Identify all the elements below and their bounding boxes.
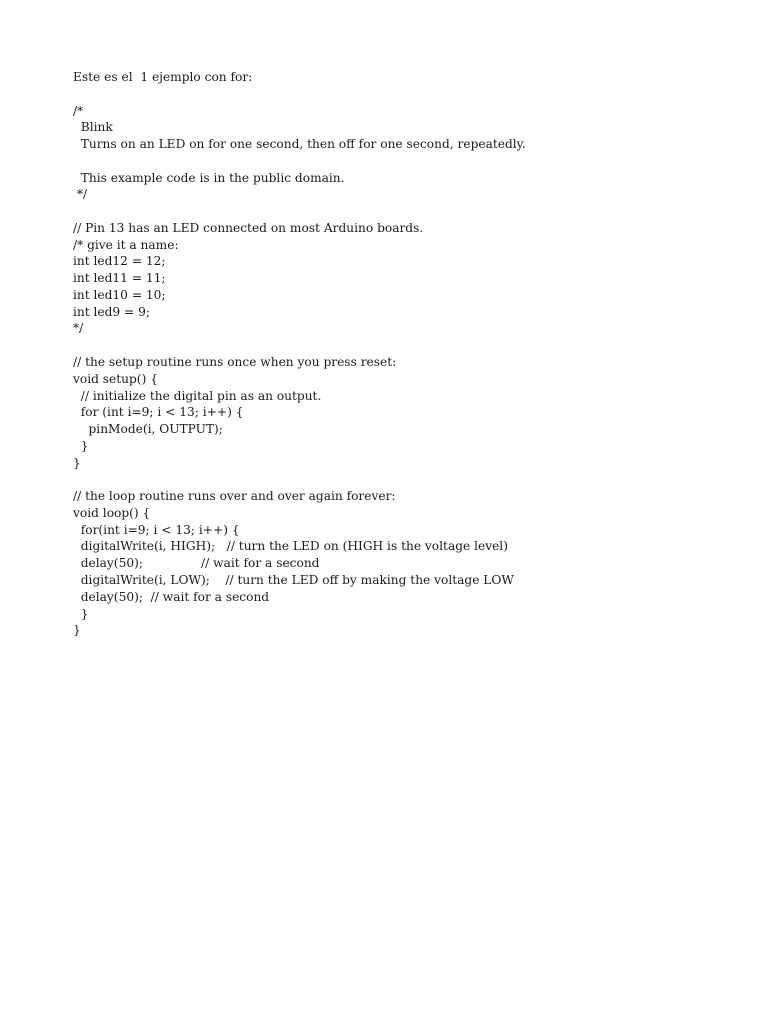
- intro-line: Este es el 1 ejemplo con for:: [73, 70, 253, 84]
- code-line: int led11 = 11;: [73, 271, 166, 286]
- blank-line: [73, 337, 733, 354]
- blank-line: [73, 86, 733, 103]
- comment-title-line: Blink: [73, 120, 113, 135]
- pin-comment-line: // Pin 13 has an LED connected on most Arduino boards.: [73, 220, 424, 235]
- comment-description-line: Turns on an LED on for one second, then off for one second, repeatedly.: [73, 137, 526, 152]
- code-line: }: [73, 455, 81, 470]
- comment-close-line: */: [73, 187, 88, 202]
- blank-line: [73, 203, 733, 220]
- code-line: int led9 = 9;: [73, 304, 151, 319]
- code-line: digitalWrite(i, HIGH); // turn the LED on (HIGH is the voltage level): [73, 539, 508, 554]
- code-line: }: [73, 438, 89, 453]
- code-line: }: [73, 623, 81, 638]
- blank-line: [73, 153, 733, 170]
- comment-open-line: /*: [73, 103, 84, 118]
- name-comment-open-line: /* give it a name:: [73, 237, 179, 252]
- code-line: int led10 = 10;: [73, 287, 166, 302]
- code-line: void loop() {: [73, 505, 151, 520]
- code-line: digitalWrite(i, LOW); // turn the LED off by making the voltage LOW: [73, 572, 514, 587]
- code-line: void setup() {: [73, 371, 158, 386]
- comment-license-line: This example code is in the public domain.: [73, 170, 345, 185]
- loop-comment-line: // the loop routine runs over and over again forever:: [73, 489, 396, 504]
- name-comment-close-line: */: [73, 321, 84, 336]
- code-line: for(int i=9; i < 13; i++) {: [73, 522, 240, 537]
- blank-line: [73, 471, 733, 488]
- code-line: delay(50); // wait for a second: [73, 556, 320, 571]
- setup-comment-line: // the setup routine runs once when you press reset:: [73, 355, 397, 370]
- code-line: int led12 = 12;: [73, 254, 166, 269]
- document-body: [73, 69, 733, 639]
- code-line: // initialize the digital pin as an output.: [73, 388, 322, 403]
- code-line: pinMode(i, OUTPUT);: [73, 422, 223, 437]
- code-line: for (int i=9; i < 13; i++) {: [73, 405, 244, 420]
- code-line: }: [73, 606, 89, 621]
- code-line: delay(50); // wait for a second: [73, 589, 270, 604]
